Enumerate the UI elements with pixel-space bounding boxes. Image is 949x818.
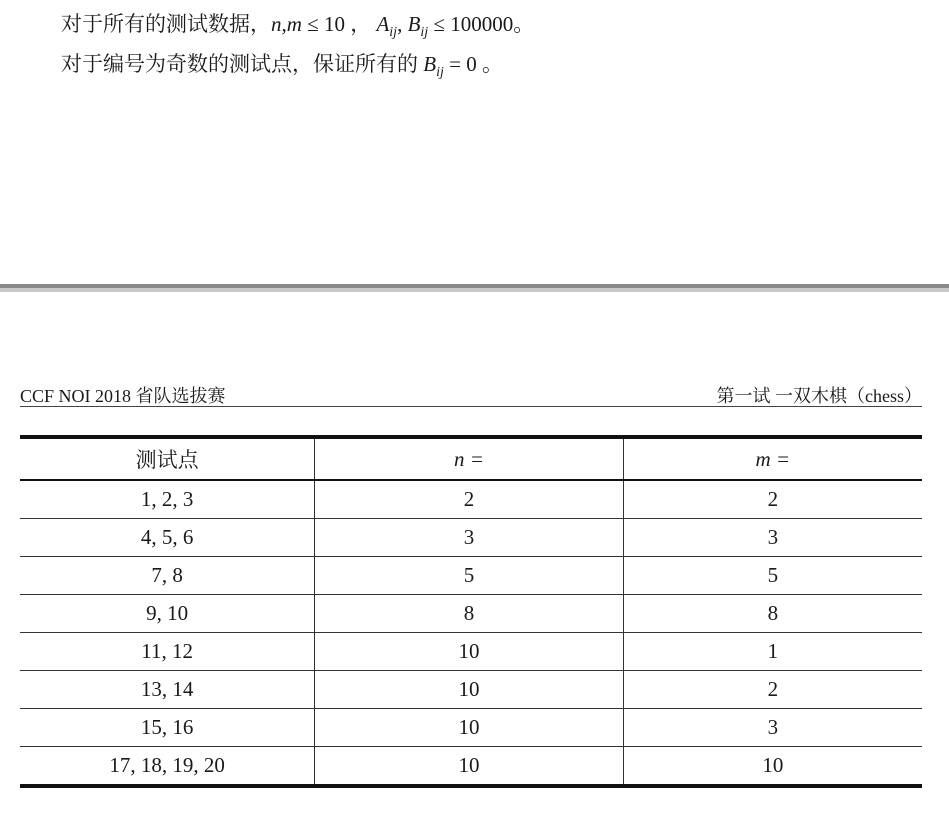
constraint-line-1: [61, 11, 535, 40]
cell-m: 10: [623, 747, 922, 787]
cell-n: 5: [315, 557, 623, 595]
comma: ,: [281, 12, 287, 36]
table-header-row: [20, 437, 922, 480]
cell-testcase: 11, 12: [20, 633, 315, 671]
problem-title: 第一试 一双木棋（chess）: [716, 386, 922, 406]
cell-m: 5: [623, 557, 922, 595]
bound-nm: ≤ 10 ，: [301, 12, 372, 36]
cell-testcase: 4, 5, 6: [20, 519, 315, 557]
constraint-prefix: 对于所有的测试数据，: [61, 12, 271, 36]
equals-zero: = 0 。: [443, 52, 503, 76]
cell-n: 2: [315, 480, 623, 519]
cell-n: 10: [315, 633, 623, 671]
var-b: B: [407, 12, 421, 36]
cell-testcase: 15, 16: [20, 709, 315, 747]
cell-testcase: 17, 18, 19, 20: [20, 747, 315, 787]
table-row: [20, 671, 922, 709]
cell-n: 8: [315, 595, 623, 633]
cell-n: 10: [315, 671, 623, 709]
var-m: m: [286, 12, 302, 36]
cell-m: 2: [623, 671, 922, 709]
page-separator-shadow: [0, 288, 949, 292]
bound-ab: ≤ 100000。: [428, 12, 535, 36]
cell-testcase: 9, 10: [20, 595, 315, 633]
cell-m: 2: [623, 480, 922, 519]
constraint-line-2: [61, 51, 503, 80]
cell-testcase: 13, 14: [20, 671, 315, 709]
cell-m: 8: [623, 595, 922, 633]
header-m: m =: [623, 437, 922, 480]
cell-testcase: 7, 8: [20, 557, 315, 595]
var-a: A: [376, 12, 390, 36]
subscript-ij: ij: [420, 25, 429, 40]
table-row: [20, 747, 922, 787]
table-row: [20, 709, 922, 747]
table-row: [20, 633, 922, 671]
comma: ,: [397, 12, 403, 36]
table-row: [20, 480, 922, 519]
cell-m: 1: [623, 633, 922, 671]
cell-n: 10: [315, 709, 623, 747]
subtask-table: [20, 435, 922, 788]
cell-m: 3: [623, 709, 922, 747]
page-header: [20, 382, 922, 404]
cell-testcase: 1, 2, 3: [20, 480, 315, 519]
var-n: n: [271, 12, 282, 36]
header-n: n =: [315, 437, 623, 480]
table-row: [20, 519, 922, 557]
subscript-ij: ij: [436, 65, 444, 80]
header-rule: [20, 406, 922, 407]
var-b: B: [423, 52, 437, 76]
cell-n: 3: [315, 519, 623, 557]
constraint-prefix: 对于编号为奇数的测试点，保证所有的: [61, 52, 424, 76]
header-testcase: 测试点: [20, 437, 315, 480]
table-row: [20, 595, 922, 633]
cell-n: 10: [315, 747, 623, 787]
contest-title: CCF NOI 2018 省队选拔赛: [20, 386, 226, 406]
cell-m: 3: [623, 519, 922, 557]
table-row: [20, 557, 922, 595]
subscript-ij: ij: [389, 25, 398, 40]
